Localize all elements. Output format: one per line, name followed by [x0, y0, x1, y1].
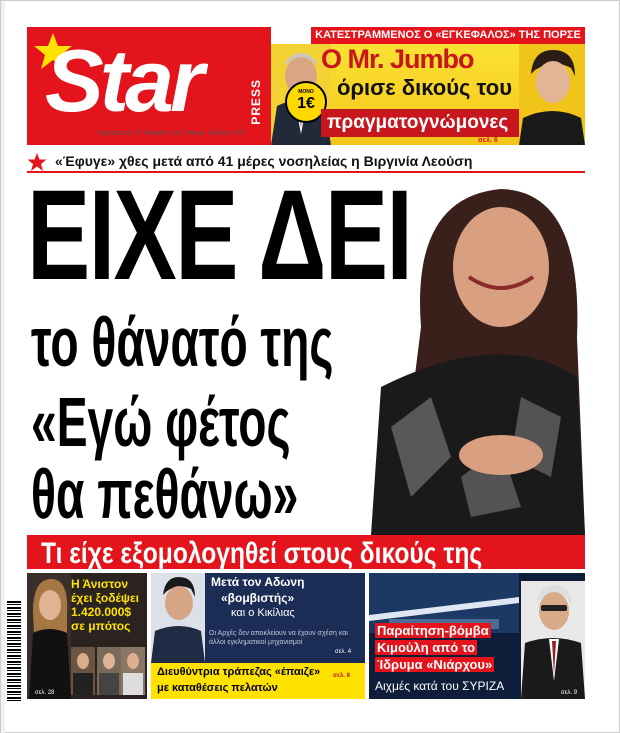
- page-ref: σελ. 4: [335, 649, 352, 655]
- page-ref: σελ. 28: [35, 690, 55, 696]
- logo: Star: [45, 31, 201, 130]
- bomber-line: Μετά τον Αδωνη: [211, 575, 305, 589]
- thumbnail-photo: [71, 647, 95, 695]
- resignation-line: Ίδρυμα «Νιάρχου»: [377, 657, 493, 672]
- masthead: [27, 27, 271, 145]
- price-label: ΜΟΝΟ: [298, 89, 314, 95]
- barcode: [7, 601, 21, 701]
- man-photo: [521, 581, 585, 699]
- aniston-line: Η Άνιστον: [71, 577, 129, 591]
- teaser-line: όρισε δικούς του: [337, 75, 513, 100]
- page-ref: σελ. 8: [333, 673, 350, 679]
- top-banner: ΚΑΤΕΣΤΡΑΜΜΕΝΟΣ Ο «ΕΓΚΕΦΑΛΟΣ» ΤΗΣ ΠΟΡΣΕ: [311, 27, 585, 44]
- bomber-line: και ο Κικίλιας: [231, 607, 295, 619]
- headline-line-2: το θάνατό της: [31, 303, 334, 381]
- aniston-line: έχει ξοδέψει: [71, 591, 139, 605]
- page-ref: σελ. 6: [478, 137, 498, 144]
- subheadline: Τι είχε εξομολογηθεί στους δικούς της: [41, 537, 483, 570]
- resignation-sub: Αιχμές κατά του ΣΥΡΙΖΑ: [375, 679, 505, 693]
- aniston-line: σε μπότος: [71, 619, 131, 633]
- resignation-line: Παραίτηση-βόμβα: [377, 623, 489, 638]
- thumbnail-photo: [97, 647, 121, 695]
- resignation-line: Κιμούλη από το: [377, 640, 476, 655]
- teaser-highlight: πραγματογνώμονες: [321, 109, 521, 137]
- main-headline: ΕΙΧΕ ΔΕΙ: [27, 164, 412, 307]
- aniston-photo: [27, 573, 71, 699]
- kicker-text: «Έφυγε» χθες μετά από 41 μέρες νοσηλείας η Βιργινία Λεούση: [55, 153, 473, 169]
- logo-suffix: PRESS: [249, 79, 263, 125]
- page-ref: σελ. 9: [561, 690, 578, 696]
- thumbnail-photo: [121, 647, 145, 695]
- issue-info: Παρασκευή 17 Μαρτίου 2017 ■ Αρ. Φύλλου 797: [97, 130, 246, 137]
- headline-quote-1: «Εγώ φέτος: [31, 383, 291, 461]
- bank-line: Διευθύντρια τράπεζας «έπαιζε»: [157, 666, 321, 678]
- bomber-line: «βομβιστής»: [221, 591, 295, 605]
- bank-line: με καταθέσεις πελατών: [157, 682, 278, 694]
- bomber-sub: Οι Αρχές δεν αποκλείουν να έχουν σχέση και άλλοι εγκληματικοί μηχανισμοί: [209, 630, 348, 646]
- teaser-title: Ο Mr. Jumbo: [321, 44, 474, 74]
- page-ref: σελ. 13: [333, 519, 361, 528]
- page-edge: [1, 1, 5, 733]
- headline-quote-2: θα πεθάνω»: [31, 455, 299, 533]
- politician-photo: [151, 573, 205, 663]
- aniston-amount: 1.420.000$: [71, 605, 132, 619]
- boy-photo: [519, 44, 585, 145]
- price: 1€: [297, 95, 315, 112]
